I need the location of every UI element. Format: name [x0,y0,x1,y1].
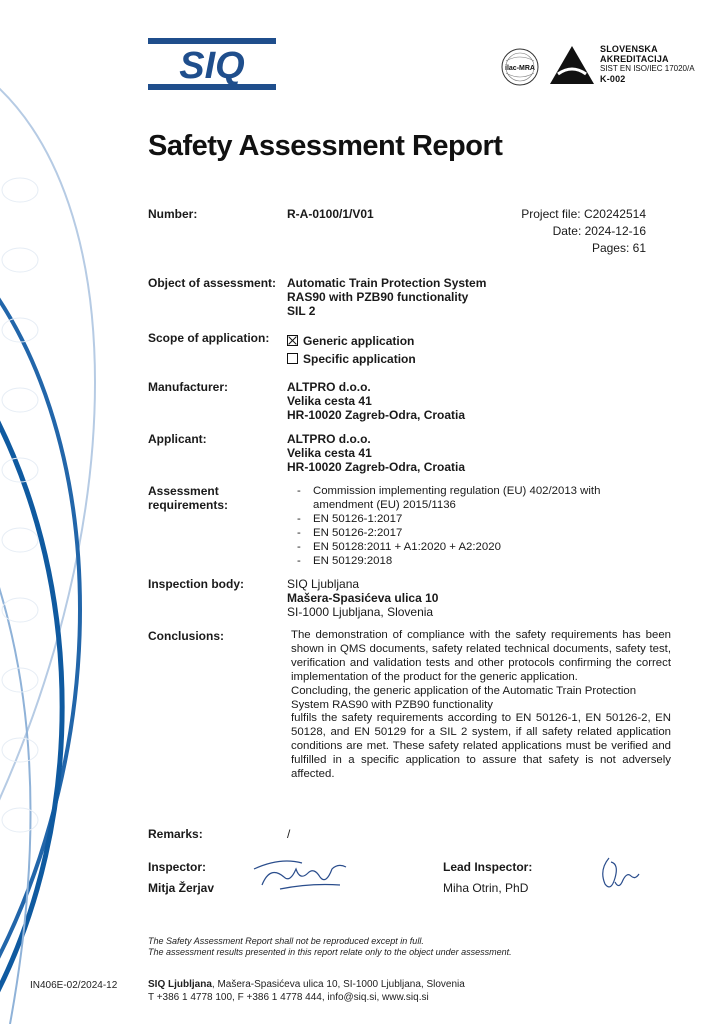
accreditation-text [600,44,695,84]
accreditation-line4: K-002 [600,74,626,84]
requirements-list [297,484,647,568]
object-line: RAS90 with PZB90 functionality [287,290,469,304]
number-value: R-A-0100/1/V01 [287,207,374,221]
applicant-line: ALTPRO d.o.o. [287,432,371,446]
applicant-line: HR-10020 Zagreb-Odra, Croatia [287,460,466,474]
inspector-name: Mitja Žerjav [148,881,215,895]
footnote [148,936,512,958]
remarks-value: / [287,827,291,841]
form-code: IN406E-02/2024-12 [30,980,118,991]
inspection-body-city: SI-1000 Ljubljana, Slovenia [287,605,434,619]
applicant-line: Velika cesta 41 [287,446,372,460]
remarks-label: Remarks: [148,827,203,841]
ilac-mra-badge [500,47,540,87]
footer-address [148,978,465,1004]
checked-checkbox-icon [287,335,298,346]
lead-inspector-name: Miha Otrin, PhD [443,881,529,895]
requirements-label [148,484,228,512]
requirement-item: - EN 50128:2011 + A1:2020 + A2:2020 [297,541,501,553]
requirement-item: - EN 50126-1:2017 [297,513,403,525]
lead-inspector-signature [595,852,640,897]
applicant-value [287,432,465,474]
object-line: Automatic Train Protection System [287,276,487,290]
inspector-label: Inspector: [148,860,207,874]
accreditation-line3: SIST EN ISO/IEC 17020/A [600,64,695,73]
scope-option-specific [287,350,416,368]
requirement-item: - Commission implementing regulation (EU) 402/2013 with amendment (EU) 2015/1136 [297,485,601,511]
siq-logo [148,38,276,90]
object-label: Object of assessment: [148,276,277,290]
requirement-item: - EN 50126-2:2017 [297,527,403,539]
manufacturer-value [287,380,465,422]
conclusions-paragraph: Concluding, the generic application of the Automatic Train Protection System RAS90 with PZB90 functionality [291,684,637,711]
object-value [287,276,486,318]
conclusions-label: Conclusions: [148,629,225,643]
report-title: Safety Assessment Report [148,130,503,162]
inspection-body-street: Mašera-Spasićeva ulica 10 [287,591,439,605]
manufacturer-label: Manufacturer: [148,380,229,394]
footnote-line: The assessment results presented in this report relate only to the object under assessment. [148,947,512,957]
conclusions-paragraph: fulfils the safety requirements according to EN 50126-1, EN 50126-2, EN 50128, and EN 50129 for a SIL 2 system, if all safety related application conditions are met. These safety related applications must be verified and fulfilled in a specific application to assure that safety is not adversely affected. [291,712,671,781]
page-count: Pages: 61 [591,241,646,255]
conclusions-paragraph: The demonstration of compliance with the safety requirements has been shown in QMS documents, safety related technical documents, safety test, verification and validation tests and other protocols confirming the correct implementation of the product for the generic application. [291,629,671,683]
requirements-label-line: requirements: [148,498,229,512]
scope-label: Scope of application: [148,331,270,345]
footer-contact: T +386 1 4778 100, F +386 1 4778 444, info@siq.si, www.siq.si [148,992,429,1003]
footer-address-text: , Mašera-Spasićeva ulica 10, SI-1000 Ljubljana, Slovenia [211,979,465,990]
manufacturer-line: ALTPRO d.o.o. [287,380,371,394]
inspection-body-label: Inspection body: [148,577,244,591]
report-date: Date: 2024-12-16 [552,224,646,238]
slovenska-akreditacija-mark [548,44,596,88]
scope-option-generic [287,332,416,350]
footer-org: SIQ Ljubljana [148,979,212,990]
inspection-body-name: SIQ Ljubljana [287,577,360,591]
object-line: SIL 2 [287,304,316,318]
accreditation-line2: AKREDITACIJA [600,54,669,64]
siq-logo-text: SIQ [179,45,245,87]
manufacturer-line: Velika cesta 41 [287,394,372,408]
unchecked-checkbox-icon [287,353,298,364]
footnote-line: The Safety Assessment Report shall not be reproduced except in full. [148,936,424,946]
scope-option-label: Specific application [303,352,416,366]
requirement-item: - EN 50129:2018 [297,555,393,567]
inspector-signature [250,855,350,895]
scope-options [287,332,416,368]
number-label: Number: [148,207,198,221]
manufacturer-line: HR-10020 Zagreb-Odra, Croatia [287,408,466,422]
ilac-text: ilac-MRA [505,65,535,72]
scope-option-label: Generic application [303,334,415,348]
conclusions-text [291,629,671,782]
applicant-label: Applicant: [148,432,207,446]
lead-inspector-label: Lead Inspector: [443,860,533,874]
inspection-body-value [287,577,438,619]
project-info [520,206,646,257]
requirements-label-line: Assessment [148,484,219,498]
project-file: Project file: C20242514 [521,207,646,221]
accreditation-line1: SLOVENSKA [600,44,658,54]
